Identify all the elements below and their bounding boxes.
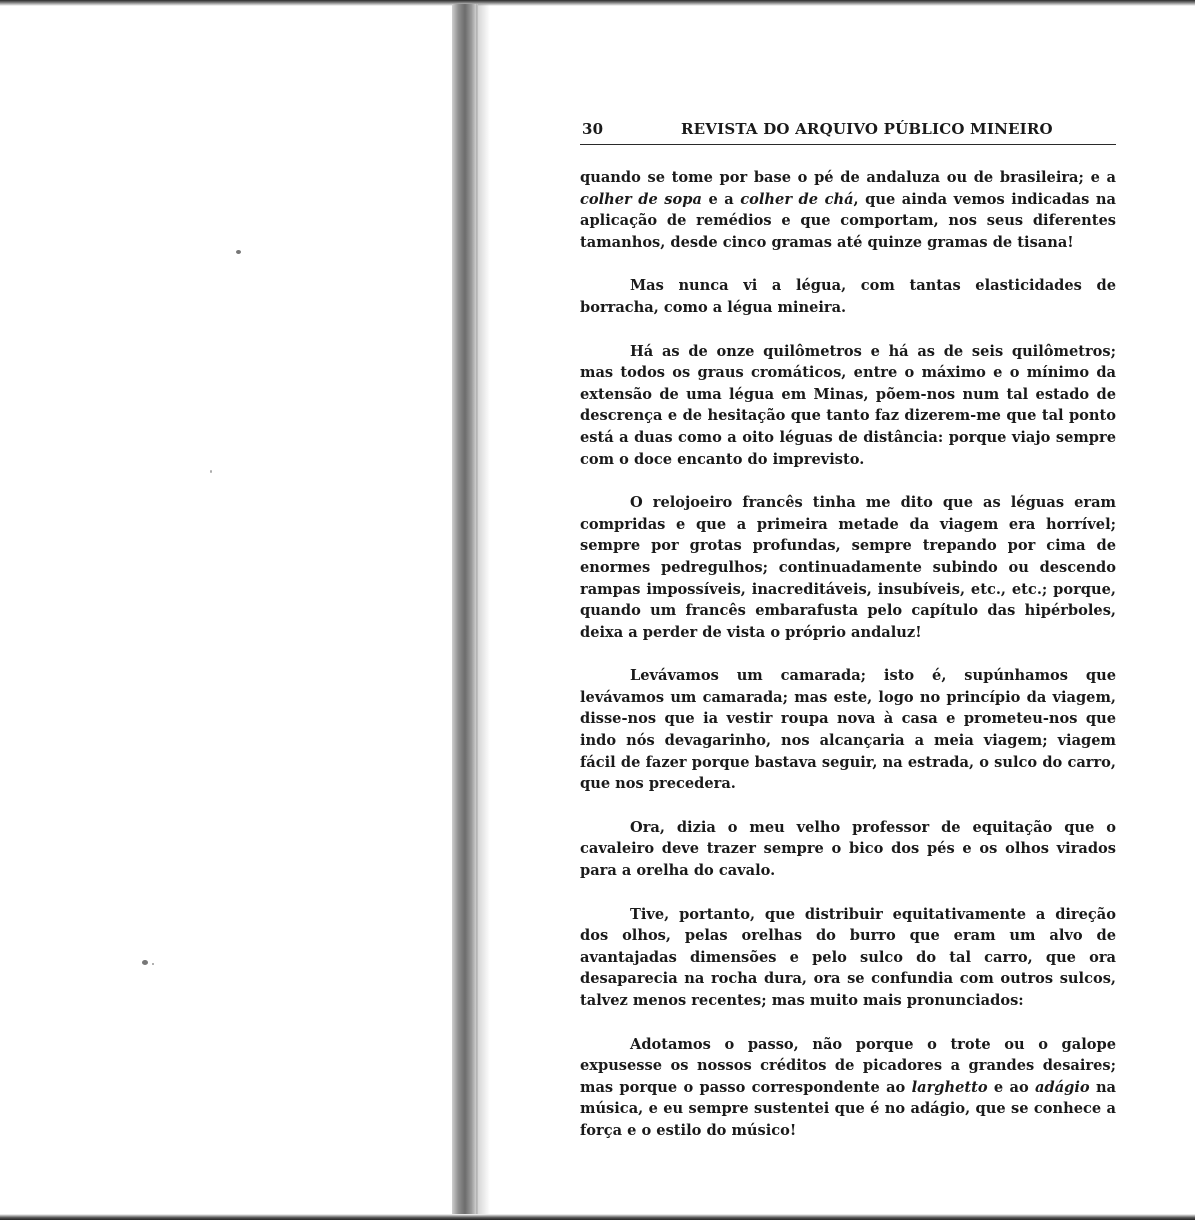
paragraph-text: e a (701, 190, 741, 208)
paragraph-text: e ao (987, 1078, 1036, 1096)
paragraph-text: O relojoeiro francês tinha me dito que as léguas eram compridas e que a primeira metade da viagem era horrível; sempre por grotas profundas, sempre trepando por cima de enormes pedregulhos; continuadamente subindo ou descendo rampas impossíveis, inacreditáveis, insubíveis, etc., etc.; porque, quando um francês embarafusta pelo capítulo das hipérboles, deixa a perder de vista o próprio andaluz! (580, 494, 1116, 641)
italic-term: colher de chá (740, 190, 854, 208)
paragraph (580, 665, 1116, 795)
paragraph-text: Adotamos o passo, não porque o trote ou o galope expusesse os nossos créditos de picadores a grandes desaires; mas porque o passo correspondente ao (580, 1035, 1116, 1096)
italic-term: adágio (1035, 1078, 1090, 1096)
book-gutter (452, 4, 478, 1216)
page-number: 30 (582, 120, 604, 138)
paragraph-text: Mas nunca vi a légua, com tantas elasticidades de borracha, como a légua mineira. (580, 277, 1116, 316)
top-scan-edge (0, 0, 1195, 6)
dust-speck (236, 250, 241, 254)
paragraph-text: Tive, portanto, que distribuir equitativamente a direção dos olhos, pelas orelhas do burro que eram um alvo de avantajadas dimensões e pelo sulco do tal carro, que ora desaparecia na rocha dura, ora se confundia com outros sulcos, talvez menos recentes; mas muito mais pronunciados: (580, 905, 1116, 1009)
paragraph-text: Há as de onze quilômetros e há as de seis quilômetros; mas todos os graus cromáticos, entre o máximo e o mínimo da extensão de uma légua em Minas, põem-nos num tal estado de descrença e de hesitação que tanto faz dizerem-me que tal ponto está a duas como a oito léguas de distância: porque viajo sempre com o doce encanto do imprevisto. (580, 342, 1116, 468)
paragraph (580, 341, 1116, 471)
bottom-scan-edge (0, 1214, 1195, 1220)
paragraph-text: , que ainda vemos indicadas na aplicação de remédios e que comportam, nos seus diferentes tamanhos, desde cinco gramas até quinze gramas de tisana! (580, 190, 1116, 251)
journal-title: REVISTA DO ARQUIVO PÚBLICO MINEIRO (681, 120, 1053, 138)
running-head (580, 118, 1116, 145)
paragraph (580, 1034, 1116, 1142)
paragraph-text: na música, e eu sempre sustentei que é no adágio, que se conhece a força e o estilo do músico! (580, 1078, 1117, 1139)
paragraph (580, 167, 1116, 253)
dust-speck (152, 963, 154, 965)
dust-speck (142, 960, 148, 965)
right-page (580, 118, 1116, 1164)
paragraph-text: Levávamos um camarada; isto é, supúnhamos que levávamos um camarada; mas este, logo no princípio da viagem, disse-nos que ia vestir roupa nova à casa e prometeu-nos que indo nós devagarinho, nos alcançaria a meia viagem; viagem fácil de fazer porque bastava seguir, na estrada, o sulco do carro, que nos precedera. (580, 667, 1116, 793)
paragraph (580, 904, 1116, 1012)
dust-speck (210, 470, 212, 473)
paragraph (580, 817, 1116, 882)
paragraph-text: Ora, dizia o meu velho professor de equitação que o cavaleiro deve trazer sempre o bico dos pés e os olhos virados para a orelha do cavalo. (580, 818, 1116, 880)
body-text (580, 167, 1116, 1142)
italic-term: larghetto (911, 1078, 988, 1096)
paragraph (580, 275, 1116, 318)
paragraph-text: quando se tome por base o pé de andaluza ou de brasileira; e a (580, 169, 1116, 186)
gutter-shadow (476, 4, 490, 1216)
paragraph (580, 492, 1116, 643)
italic-term: colher de sopa (580, 190, 702, 208)
